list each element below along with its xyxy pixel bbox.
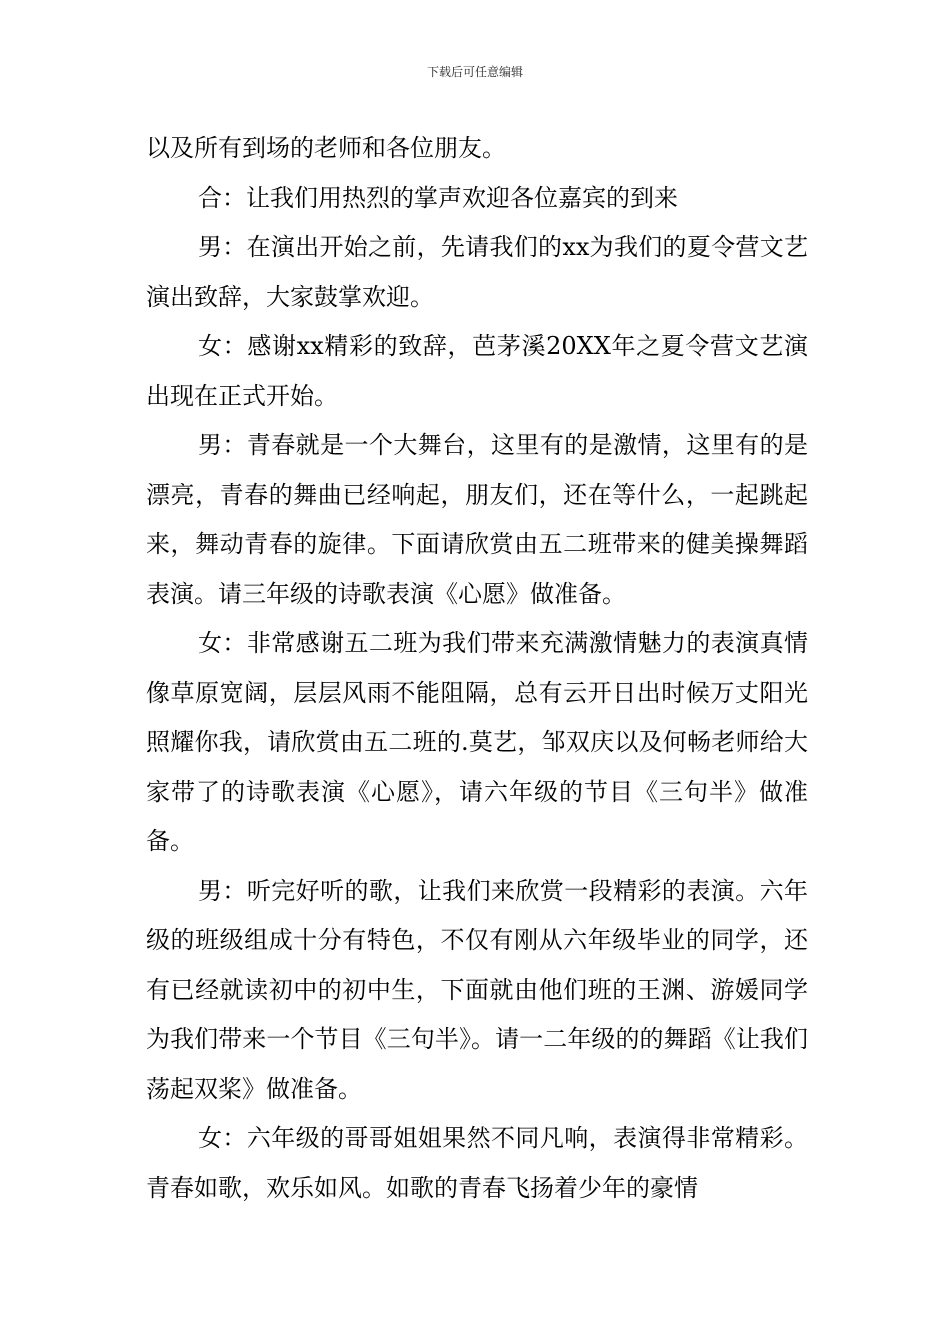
paragraph-8: 女：六年级的哥哥姐姐果然不同凡响，表演得非常精彩。青春如歌，欢乐如风。如歌的青春飞扬着少年的豪情: [146, 1124, 808, 1202]
paragraph-4: 女：感谢xx精彩的致辞，芭茅溪20XX年之夏令营文艺演出现在正式开始。: [146, 332, 808, 410]
document-body: [146, 124, 808, 1213]
page-header: 下载后可任意编辑: [426, 65, 523, 79]
paragraph-6: 女：非常感谢五二班为我们带来充满激情魅力的表演真情像草原宽阔，层层风雨不能阻隔，总有云开日出时候万丈阳光照耀你我，请欣赏由五二班的.莫艺，邹双庆以及何畅老师给大家带了的诗歌表演《心愿》，请六年级的节目《三句半》做准备。: [146, 629, 808, 855]
paragraph-3: 男：在演出开始之前，先请我们的xx为我们的夏令营文艺演出致辞，大家鼓掌欢迎。: [146, 233, 808, 311]
paragraph-7: 男：听完好听的歌，让我们来欣赏一段精彩的表演。六年级的班级组成十分有特色，不仅有刚从六年级毕业的同学，还有已经就读初中的初中生，下面就由他们班的王渊、游媛同学为我们带来一个节目《三句半》。请一二年级的的舞蹈《让我们荡起双桨》做准备。: [146, 876, 808, 1103]
paragraph-5: 男：青春就是一个大舞台，这里有的是激情，这里有的是漂亮，青春的舞曲已经响起，朋友们，还在等什么，一起跳起来，舞动青春的旋律。下面请欣赏由五二班带来的健美操舞蹈表演。请三年级的诗歌表演《心愿》做准备。: [146, 431, 808, 608]
paragraph-2: 合：让我们用热烈的掌声欢迎各位嘉宾的到来: [198, 183, 678, 212]
paragraph-1: 以及所有到场的老师和各位朋友。: [146, 134, 506, 162]
